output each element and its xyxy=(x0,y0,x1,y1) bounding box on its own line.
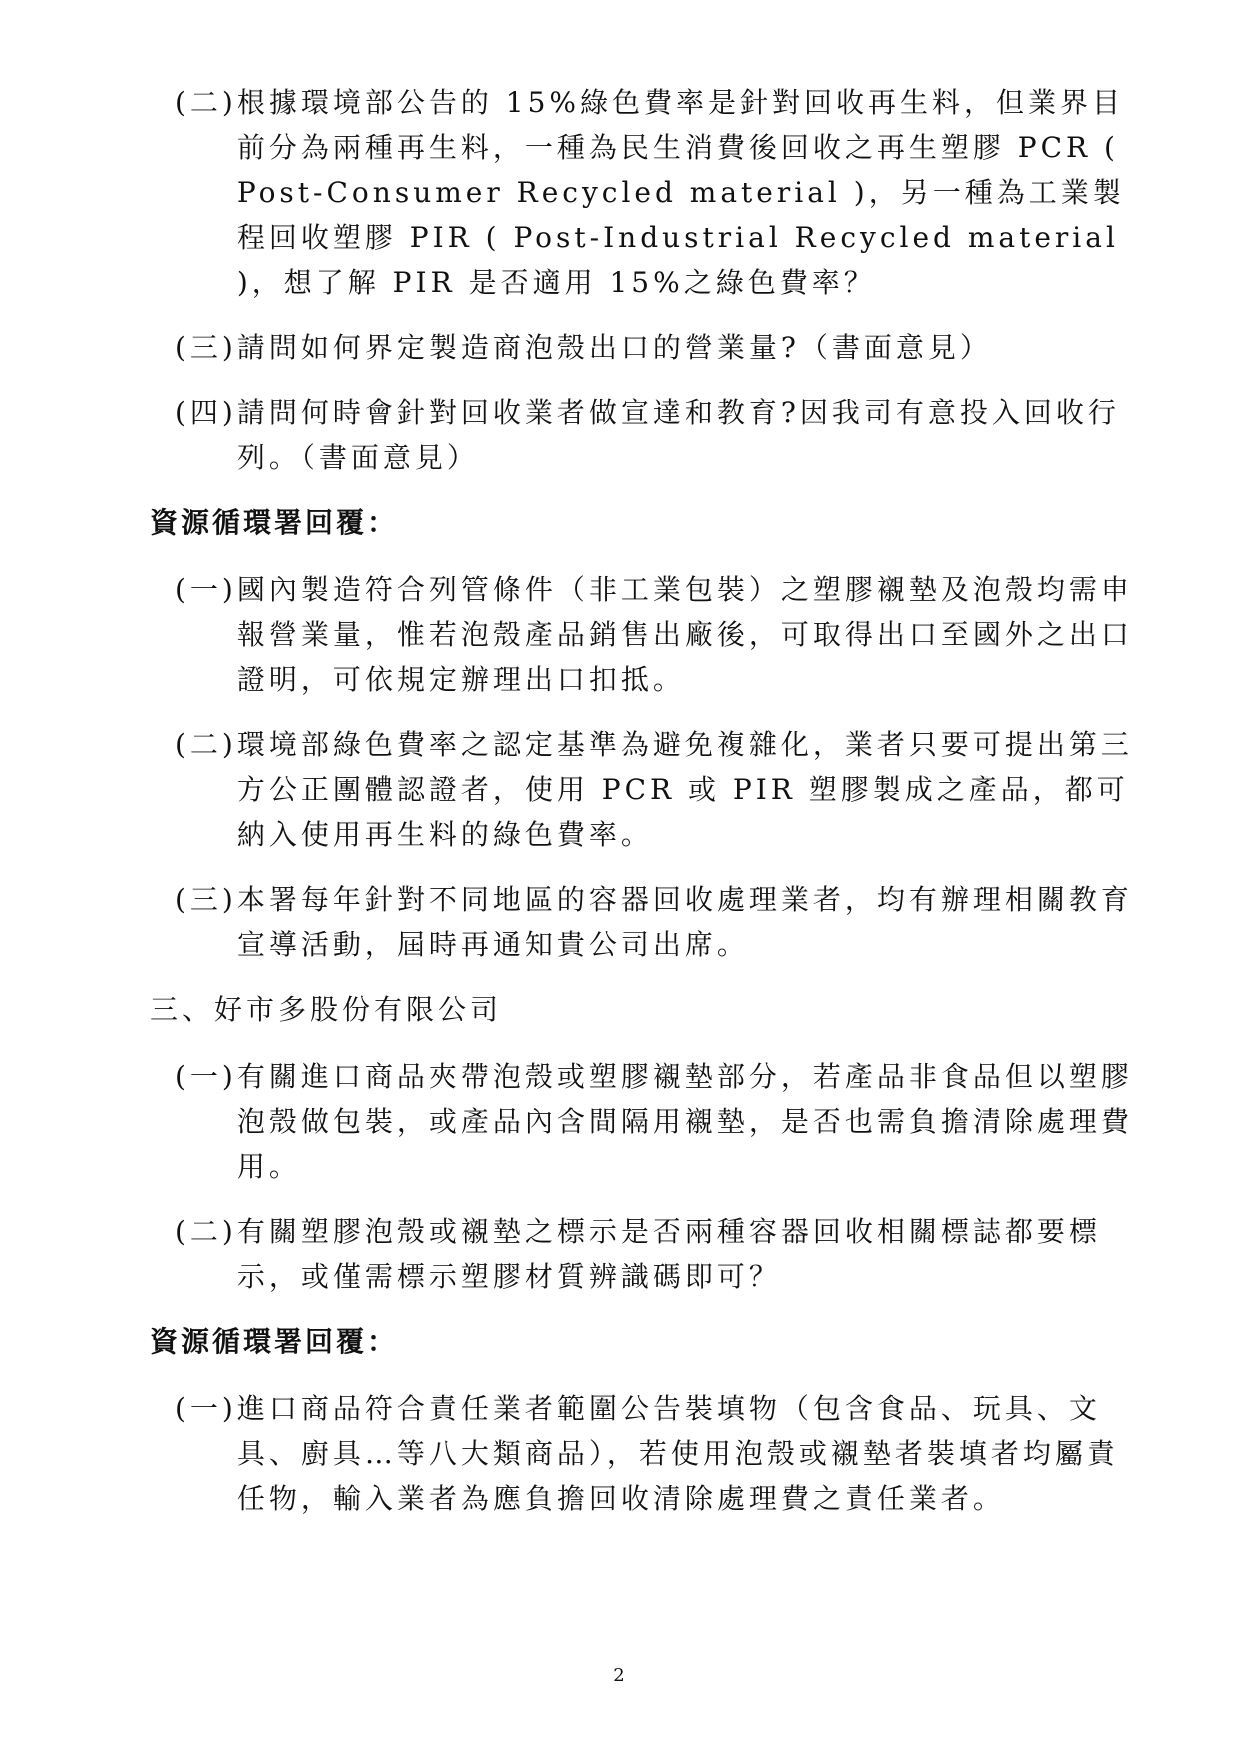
item-number: (二) xyxy=(175,86,237,119)
item-text: 根據環境部公告的 15%綠色費率是針對回收再生料，但業界目前分為兩種再生料，一種為民生消費後回收之再生塑膠 PCR ( Post-Consumer Recycled material )，另一種為工業製程回收塑膠 PIR ( Post-Industrial Recycled material )，想了解 PIR 是否適用 15%之綠色費率？ xyxy=(236,86,1125,299)
item-text: 請問如何界定製造商泡殼出口的營業量?（書面意見） xyxy=(236,331,992,364)
reply-list xyxy=(150,567,1138,967)
item-number: (三) xyxy=(175,331,237,364)
item-number: (一) xyxy=(175,573,237,606)
item-text: 請問何時會針對回收業者做宣達和教育?因我司有意投入回收行列。（書面意見） xyxy=(236,396,1120,474)
item-number: (三) xyxy=(175,883,237,916)
item-number: (一) xyxy=(175,1060,237,1093)
question-item-4 xyxy=(175,390,1138,480)
question-item-3 xyxy=(175,325,1138,370)
item-number: (一) xyxy=(175,1392,237,1425)
question-list xyxy=(150,80,1138,480)
reply-list xyxy=(150,1386,1138,1521)
reply-item-2 xyxy=(175,722,1138,857)
item-text: 本署每年針對不同地區的容器回收處理業者，均有辦理相關教育宣導活動，屆時再通知貴公司出席。 xyxy=(236,883,1133,961)
question-item-1 xyxy=(175,1054,1138,1189)
item-text: 進口商品符合責任業者範圍公告裝填物（包含食品、玩具、文具、廚具…等八大類商品），若使用泡殼或襯墊者裝填者均屬責任物，輸入業者為應負擔回收清除處理費之責任業者。 xyxy=(236,1392,1119,1515)
item-text: 環境部綠色費率之認定基準為避免複雜化，業者只要可提出第三方公正團體認證者，使用 PCR 或 PIR 塑膠製成之產品，都可納入使用再生料的綠色費率。 xyxy=(236,728,1133,851)
reply-item-1 xyxy=(175,1386,1138,1521)
item-number: (二) xyxy=(175,1215,237,1248)
reply-item-1 xyxy=(175,567,1138,702)
item-number: (四) xyxy=(175,396,237,429)
reply-heading: 資源循環署回覆： xyxy=(150,506,399,539)
question-list xyxy=(150,1054,1138,1299)
page-number: 2 xyxy=(613,1665,625,1686)
item-text: 國內製造符合列管條件（非工業包裝）之塑膠襯墊及泡殼均需申報營業量，惟若泡殼產品銷售出廠後，可取得出口至國外之出口證明，可依規定辦理出口扣抵。 xyxy=(236,573,1133,696)
question-item-2 xyxy=(175,1209,1138,1299)
section-heading: 三、好市多股份有限公司 xyxy=(150,993,503,1026)
question-item-2 xyxy=(175,80,1138,305)
reply-heading: 資源循環署回覆： xyxy=(150,1325,399,1358)
item-text: 有關塑膠泡殼或襯墊之標示是否兩種容器回收相關標誌都要標示，或僅需標示塑膠材質辨識碼即可？ xyxy=(236,1215,1101,1293)
reply-item-3 xyxy=(175,877,1138,967)
item-number: (二) xyxy=(175,728,237,761)
item-text: 有關進口商品夾帶泡殼或塑膠襯墊部分，若產品非食品但以塑膠泡殼做包裝，或產品內含間隔用襯墊，是否也需負擔清除處理費用。 xyxy=(236,1060,1133,1183)
